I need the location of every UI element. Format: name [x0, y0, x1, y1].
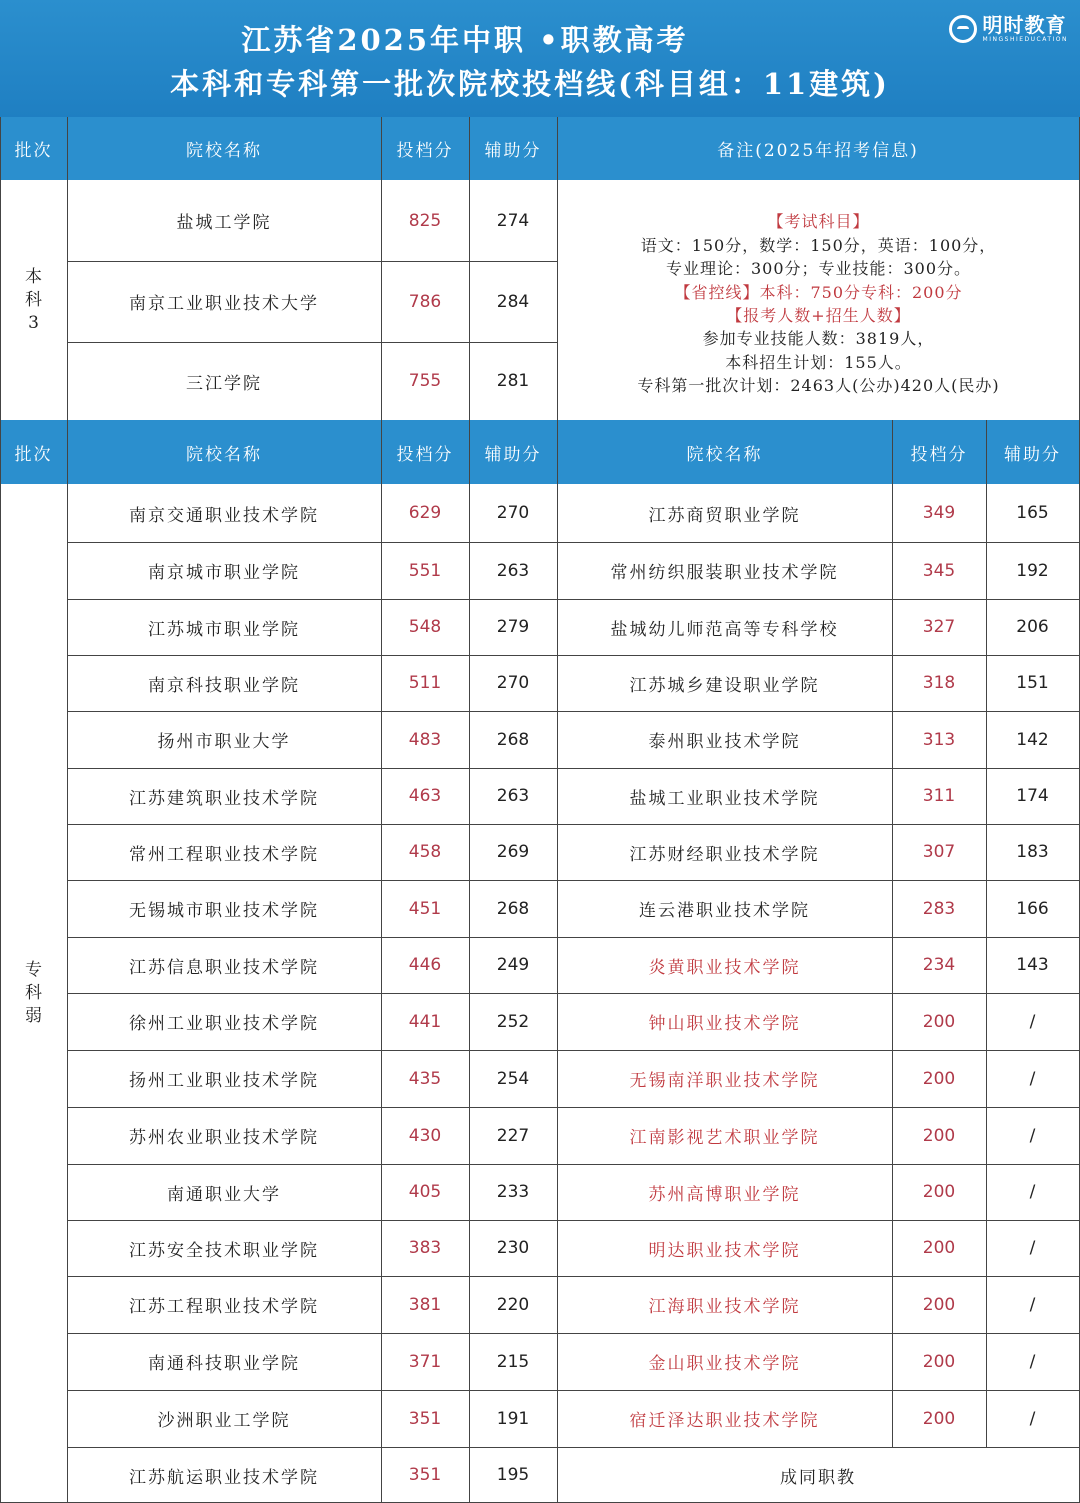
- auxiliary-score: 143: [1016, 955, 1049, 975]
- school-name: 盐城幼儿师范高等专科学校: [610, 619, 839, 640]
- footer-caption: 成同职教: [780, 1467, 856, 1488]
- header-divider: [892, 420, 893, 484]
- auxiliary-score: 215: [496, 1351, 530, 1372]
- notes-line: 专科第一批次计划：2463人(公办)420人(民办): [637, 376, 1000, 396]
- auxiliary-score: 269: [496, 842, 530, 862]
- admission-score: 463: [408, 786, 442, 806]
- school-name: 常州纺织服装职业技术学院: [610, 563, 839, 583]
- school-name: 沙洲职业工学院: [157, 1411, 291, 1431]
- column-header-score: 投档分: [381, 420, 469, 484]
- admission-score: 311: [922, 786, 956, 806]
- grid-line: [986, 484, 987, 1447]
- column-header-aux: 辅助分: [469, 117, 557, 180]
- header-divider: [67, 117, 68, 180]
- auxiliary-score: /: [1029, 1294, 1036, 1315]
- school-name: 南京交通职业技术学院: [129, 505, 319, 526]
- grid-line: [381, 484, 382, 1503]
- school-name: 扬州工业职业技术学院: [129, 1071, 319, 1091]
- auxiliary-score: 191: [496, 1408, 530, 1429]
- auxiliary-score: /: [1029, 1011, 1036, 1032]
- school-name: 江苏建筑职业技术学院: [129, 788, 319, 809]
- grid-line: [67, 542, 1079, 543]
- grid-line: [67, 484, 68, 1503]
- batch-label-undergrad: [0, 180, 67, 420]
- grid-line: [67, 655, 1079, 656]
- grid-line: [67, 1333, 1079, 1334]
- admission-score: 351: [408, 1465, 442, 1485]
- school-name: 南京工业职业技术大学: [129, 294, 319, 314]
- grid-line: [67, 1164, 1079, 1165]
- notes-line: 【省控线】本科：750分专科：200分: [674, 282, 963, 302]
- admission-score: 349: [922, 503, 956, 523]
- brand-logo-icon: [949, 15, 977, 43]
- school-name: 南通职业大学: [167, 1184, 281, 1205]
- auxiliary-score: 263: [496, 560, 530, 581]
- admission-score: 548: [408, 617, 442, 637]
- admission-score: 435: [408, 1068, 442, 1089]
- brand-logo: [949, 12, 1068, 46]
- admission-score: 430: [408, 1125, 442, 1146]
- admission-score: 307: [922, 842, 956, 862]
- admission-score: 383: [408, 1238, 442, 1258]
- auxiliary-score: 249: [496, 955, 530, 975]
- auxiliary-score: 142: [1016, 729, 1049, 750]
- batch-label-char: 本: [25, 266, 42, 287]
- admission-score: 629: [408, 503, 442, 523]
- auxiliary-score: /: [1029, 1351, 1036, 1372]
- school-name: 南京科技职业学院: [148, 675, 300, 696]
- admission-score: 200: [922, 1351, 956, 1372]
- school-name: 无锡南洋职业技术学院: [629, 1071, 820, 1091]
- header-divider: [381, 420, 382, 484]
- column-header-aux: 辅助分: [469, 420, 557, 484]
- admission-score: 327: [922, 617, 956, 637]
- header-divider: [557, 420, 558, 484]
- auxiliary-score: 279: [496, 617, 530, 637]
- school-name: 明达职业技术学院: [648, 1240, 801, 1261]
- column-header-notes: 备注(2025年招考信息): [557, 117, 1079, 180]
- auxiliary-score: 268: [496, 898, 530, 919]
- auxiliary-score: 166: [1016, 898, 1049, 919]
- auxiliary-score: 206: [1016, 617, 1049, 637]
- auxiliary-score: 284: [496, 291, 530, 312]
- school-name: 无锡城市职业技术学院: [129, 901, 319, 921]
- school-name: 江南影视艺术职业学院: [629, 1128, 820, 1148]
- grid-line: [67, 1390, 1079, 1391]
- auxiliary-score: /: [1029, 1125, 1036, 1146]
- notes-line: 【报考人数+招生人数】: [726, 306, 911, 325]
- batch-label-char: 弱: [25, 1006, 42, 1026]
- auxiliary-score: 268: [496, 729, 530, 750]
- grid-line: [557, 180, 558, 420]
- admission-score: 371: [408, 1351, 442, 1372]
- school-name: 江苏商贸职业学院: [648, 505, 801, 526]
- grid-line: [469, 180, 470, 420]
- auxiliary-score: 220: [496, 1294, 530, 1315]
- grid-line: [67, 1107, 1079, 1108]
- auxiliary-score: 233: [496, 1182, 530, 1202]
- admission-score: 451: [408, 898, 442, 919]
- auxiliary-score: 263: [496, 786, 530, 806]
- admission-score: 551: [408, 560, 442, 581]
- school-name: 泰州职业技术学院: [648, 732, 801, 752]
- title-line-2: 本科和专科第一批次院校投档线(科目组：11建筑): [170, 67, 890, 101]
- admission-score: 755: [408, 371, 442, 391]
- admission-score: 318: [922, 673, 956, 693]
- batch-label-char: 科: [25, 983, 42, 1003]
- school-name: 江苏安全技术职业学院: [129, 1240, 319, 1261]
- column-header-batch: 批次: [0, 117, 67, 180]
- batch-label-char: 3: [28, 312, 39, 333]
- auxiliary-score: 183: [1016, 842, 1049, 862]
- title-line-1: 江苏省2025年中职 •职教高考: [241, 23, 689, 57]
- grid-line: [67, 1220, 1079, 1221]
- school-name: 盐城工业职业技术学院: [629, 788, 820, 809]
- column-header-score: 投档分: [381, 117, 469, 180]
- auxiliary-score: 230: [496, 1238, 530, 1258]
- school-name: 徐州工业职业技术学院: [129, 1014, 319, 1034]
- grid-line: [67, 1276, 1079, 1277]
- grid-line: [67, 261, 557, 262]
- admission-score: 200: [922, 1068, 956, 1089]
- auxiliary-score: 192: [1016, 560, 1049, 581]
- grid-line: [67, 180, 68, 420]
- admission-score: 200: [922, 1294, 956, 1315]
- school-name: 江苏财经职业技术学院: [629, 844, 820, 865]
- school-name: 江苏工程职业技术学院: [129, 1297, 319, 1317]
- auxiliary-score: /: [1029, 1068, 1036, 1089]
- grid-line: [67, 711, 1079, 712]
- school-name: 常州工程职业技术学院: [129, 844, 319, 865]
- admission-score: 351: [408, 1408, 442, 1429]
- grid-line: [67, 768, 1079, 769]
- header-divider: [986, 420, 987, 484]
- header-divider: [557, 117, 558, 180]
- notes-line: 语文：150分，数学：150分，英语：100分，: [640, 235, 997, 255]
- header-divider: [469, 420, 470, 484]
- column-header-batch: 批次: [0, 420, 67, 484]
- school-name: 宿迁泽达职业技术学院: [629, 1411, 820, 1431]
- admission-score: 446: [408, 955, 442, 975]
- school-name: 江苏城乡建设职业学院: [629, 675, 820, 696]
- grid-line: [469, 484, 470, 1503]
- school-name: 苏州高博职业学院: [648, 1184, 801, 1205]
- admission-score: 200: [922, 1182, 956, 1202]
- school-name: 金山职业技术学院: [648, 1354, 801, 1374]
- admission-score: 483: [408, 729, 442, 750]
- school-name: 炎黄职业技术学院: [648, 957, 801, 978]
- auxiliary-score: 254: [496, 1068, 530, 1089]
- auxiliary-score: 195: [496, 1465, 530, 1485]
- notes-line: 专业理论：300分；专业技能：300分。: [665, 259, 972, 279]
- school-name: 南京城市职业学院: [148, 563, 300, 583]
- notes-line: 参加专业技能人数：3819人，: [702, 329, 935, 349]
- school-name: 江苏城市职业学院: [148, 619, 300, 640]
- school-name: 钟山职业技术学院: [648, 1014, 801, 1034]
- grid-line: [67, 342, 557, 343]
- school-name: 连云港职业技术学院: [639, 901, 810, 921]
- auxiliary-score: 165: [1016, 503, 1049, 523]
- auxiliary-score: 151: [1016, 673, 1049, 693]
- admission-score: 441: [408, 1011, 442, 1032]
- auxiliary-score: 274: [496, 210, 530, 231]
- school-name: 江苏航运职业技术学院: [129, 1467, 319, 1488]
- school-name: 苏州农业职业技术学院: [129, 1128, 319, 1148]
- auxiliary-score: 281: [496, 371, 530, 391]
- admission-score: 511: [408, 673, 442, 693]
- admission-score: 200: [922, 1408, 956, 1429]
- admission-score: 405: [408, 1182, 442, 1202]
- admission-score: 458: [408, 842, 442, 862]
- grid-line: [67, 937, 1079, 938]
- table-border: [0, 117, 1, 1503]
- header-divider: [469, 117, 470, 180]
- grid-line: [67, 1447, 1079, 1448]
- school-name: 盐城工学院: [176, 213, 272, 233]
- column-header-school: 院校名称: [67, 117, 381, 180]
- auxiliary-score: 227: [496, 1125, 530, 1146]
- batch-label-char: 专: [25, 960, 42, 980]
- grid-line: [67, 993, 1079, 994]
- auxiliary-score: 174: [1016, 786, 1049, 806]
- school-name: 江苏信息职业技术学院: [129, 957, 319, 978]
- auxiliary-score: 252: [496, 1011, 530, 1032]
- auxiliary-score: /: [1029, 1238, 1036, 1258]
- auxiliary-score: 270: [496, 673, 530, 693]
- grid-line: [892, 484, 893, 1447]
- header-divider: [381, 117, 382, 180]
- admission-score: 283: [922, 898, 956, 919]
- auxiliary-score: /: [1029, 1408, 1036, 1429]
- admission-score: 825: [408, 210, 442, 231]
- admission-score: 345: [922, 560, 956, 581]
- brand-logo-subtext: MINGSHIEDUCATION: [982, 36, 1068, 43]
- batch-label-junior: [0, 484, 67, 1503]
- admission-score: 313: [922, 729, 956, 750]
- admission-score: 200: [922, 1011, 956, 1032]
- school-name: 三江学院: [186, 373, 262, 394]
- school-name: 扬州市职业大学: [157, 732, 291, 752]
- column-header-school: 院校名称: [557, 420, 892, 484]
- notes-line: 本科招生计划：155人。: [725, 352, 912, 372]
- notes-line: 【考试科目】: [767, 212, 870, 232]
- auxiliary-score: 270: [496, 503, 530, 523]
- column-header-school: 院校名称: [67, 420, 381, 484]
- title-banner: [0, 0, 1080, 119]
- school-name: 南通科技职业学院: [148, 1354, 300, 1374]
- column-header-score: 投档分: [892, 420, 986, 484]
- batch-label-char: 科: [25, 289, 42, 310]
- admission-score: 200: [922, 1125, 956, 1146]
- grid-line: [67, 599, 1079, 600]
- grid-line: [67, 880, 1079, 881]
- grid-line: [557, 484, 558, 1503]
- brand-logo-name: 明时教育: [982, 13, 1067, 37]
- grid-line: [67, 1050, 1079, 1051]
- admission-score: 200: [922, 1238, 956, 1258]
- admission-score: 786: [408, 291, 442, 312]
- grid-line: [381, 180, 382, 420]
- column-header-aux: 辅助分: [986, 420, 1079, 484]
- school-name: 江海职业技术学院: [648, 1297, 801, 1317]
- notes-panel: [558, 180, 1079, 420]
- header-divider: [67, 420, 68, 484]
- auxiliary-score: /: [1029, 1182, 1036, 1202]
- grid-line: [67, 824, 1079, 825]
- admission-score: 234: [922, 955, 956, 975]
- admission-score: 381: [408, 1294, 442, 1315]
